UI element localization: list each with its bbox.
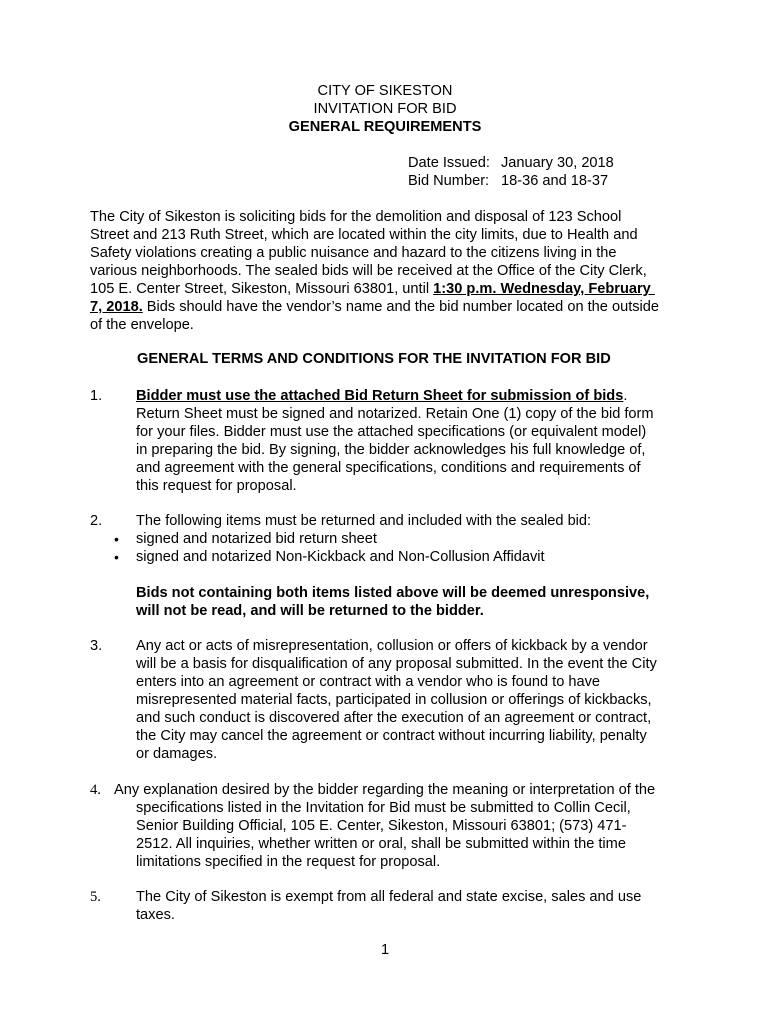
item-line: for your files. Bidder must use the attached specifications (or equivalent model) bbox=[136, 424, 647, 440]
item-line: The City of Sikeston is exempt from all federal and state excise, sales and use bbox=[136, 889, 642, 905]
item-number: 3. bbox=[90, 638, 103, 654]
intro-line: of the envelope. bbox=[90, 317, 194, 333]
item-number: 1. bbox=[90, 388, 103, 404]
item-line: will be a basis for disqualification of any proposal submitted. In the event the City bbox=[136, 656, 657, 672]
item-line: The following items must be returned and included with the sealed bid: bbox=[136, 513, 592, 529]
item-text: . bbox=[623, 388, 628, 404]
item-line: and such conduct is discovered after the execution of an agreement or contract, bbox=[136, 710, 652, 726]
item-warning: Bids not containing both items listed above will be deemed unresponsive, bbox=[136, 585, 650, 601]
deadline-text: 7, 2018. bbox=[90, 299, 143, 315]
item-line: limitations specified in the request for proposal. bbox=[136, 854, 441, 870]
item-number: 4. bbox=[90, 782, 101, 798]
item-line: Any act or acts of misrepresentation, collusion or offers of kickback by a vendor bbox=[136, 638, 648, 654]
bullet-icon: • bbox=[114, 531, 119, 547]
date-issued-label: Date Issued: bbox=[408, 155, 490, 171]
intro-line bbox=[90, 280, 655, 298]
intro-line: Street and 213 Ruth Street, which are located within the city limits, due to Health and bbox=[90, 227, 638, 243]
item-number: 2. bbox=[90, 513, 103, 529]
item-line: or damages. bbox=[136, 746, 218, 762]
doc-type-title: INVITATION FOR BID bbox=[313, 101, 457, 117]
page-number: 1 bbox=[380, 942, 390, 958]
intro-line bbox=[90, 298, 659, 316]
item-line: this request for proposal. bbox=[136, 478, 297, 494]
item-line: the City may cancel the agreement or contract without incurring liability, penalty bbox=[136, 728, 647, 744]
bullet-icon: • bbox=[114, 549, 119, 565]
deadline-text: 1:30 p.m. Wednesday, February bbox=[433, 281, 655, 297]
item-line: Any explanation desired by the bidder regarding the meaning or interpretation of the bbox=[114, 782, 656, 798]
bullet-item: signed and notarized bid return sheet bbox=[136, 531, 377, 547]
item-emphasis: Bidder must use the attached Bid Return Sheet for submission of bids bbox=[136, 388, 624, 404]
intro-line: The City of Sikeston is soliciting bids for the demolition and disposal of 123 School bbox=[90, 209, 622, 225]
item-line: Return Sheet must be signed and notarized. Retain One (1) copy of the bid form bbox=[136, 406, 654, 422]
city-title: CITY OF SIKESTON bbox=[317, 83, 453, 99]
item-line: enters into an agreement or contract with a vendor who is found to have bbox=[136, 674, 601, 690]
item-number: 5. bbox=[90, 889, 101, 905]
item-line: 2512. All inquiries, whether written or oral, shall be submitted within the time bbox=[136, 836, 626, 852]
item-line: taxes. bbox=[136, 907, 175, 923]
item-line: specifications listed in the Invitation for Bid must be submitted to Collin Cecil, bbox=[136, 800, 631, 816]
intro-line: Safety violations creating a public nuisance and hazard to the citizens living in the bbox=[90, 245, 617, 261]
item-line: and agreement with the general specifications, conditions and requirements of bbox=[136, 460, 641, 476]
bid-number-label: Bid Number: bbox=[408, 173, 490, 189]
bullet-item: signed and notarized Non-Kickback and Non-Collusion Affidavit bbox=[136, 549, 545, 565]
item-line bbox=[136, 387, 627, 405]
bid-number-value: 18-36 and 18-37 bbox=[501, 173, 609, 189]
item-warning: will not be read, and will be returned to the bidder. bbox=[136, 603, 484, 619]
item-line: misrepresented material facts, participated in collusion or offerings of kickbacks, bbox=[136, 692, 652, 708]
item-line: in preparing the bid. By signing, the bidder acknowledges his full knowledge of, bbox=[136, 442, 646, 458]
date-issued-value: January 30, 2018 bbox=[501, 155, 614, 171]
terms-heading: GENERAL TERMS AND CONDITIONS FOR THE INVITATION FOR BID bbox=[137, 351, 611, 367]
intro-text: Bids should have the vendor’s name and the bid number located on the outside bbox=[142, 299, 660, 315]
intro-text: 105 E. Center Street, Sikeston, Missouri 63801, until bbox=[90, 281, 434, 297]
intro-line: various neighborhoods. The sealed bids will be received at the Office of the City Clerk, bbox=[90, 263, 647, 279]
item-line: Senior Building Official, 105 E. Center, Sikeston, Missouri 63801; (573) 471- bbox=[136, 818, 627, 834]
section-title: GENERAL REQUIREMENTS bbox=[288, 119, 482, 135]
